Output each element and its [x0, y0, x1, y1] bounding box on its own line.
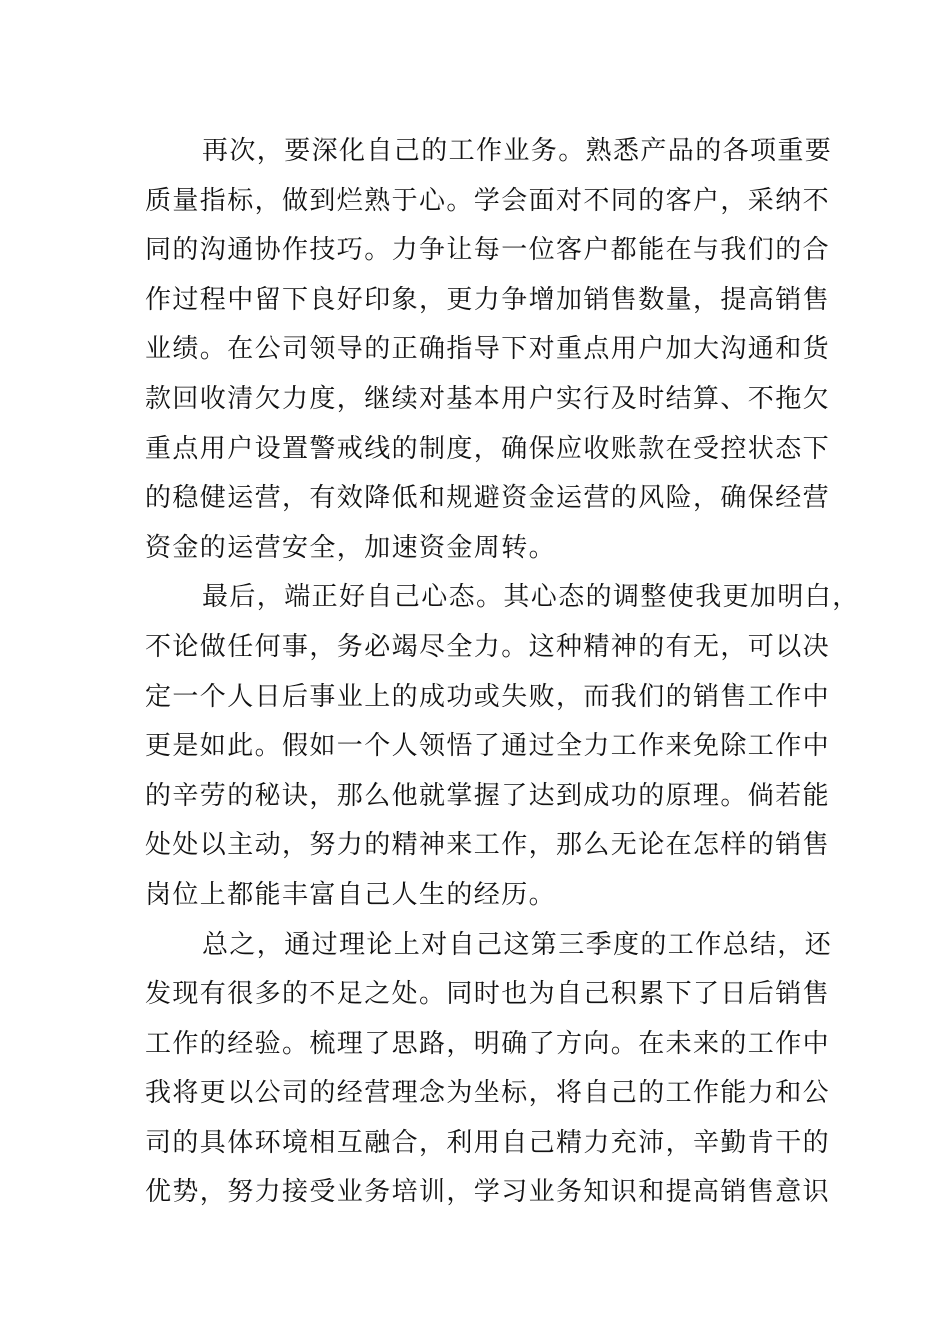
text-line: 资金的运营安全，加速资金周转。 — [145, 532, 557, 563]
text-line: 同的沟通协作技巧。力争让每一位客户都能在与我们的合 — [145, 235, 831, 266]
text-line: 处处以主动，努力的精神来工作，那么无论在怎样的销售 — [145, 830, 831, 861]
text-line: 的辛劳的秘诀，那么他就掌握了达到成功的原理。倘若能 — [145, 780, 831, 811]
text-line: 定一个人日后事业上的成功或失败，而我们的销售工作中 — [145, 681, 831, 712]
text-line: 重点用户设置警戒线的制度，确保应收账款在受控状态下 — [145, 433, 831, 464]
paragraph-deepen-work — [145, 127, 833, 573]
text-line: 作过程中留下良好印象，更力争增加销售数量，提高销售 — [145, 284, 831, 315]
text-line: 再次，要深化自己的工作业务。熟悉产品的各项重要 — [202, 136, 833, 166]
text-line: 岗位上都能丰富自己人生的经历。 — [145, 879, 557, 910]
text-line: 款回收清欠力度，继续对基本用户实行及时结算、不拖欠 — [145, 383, 831, 414]
text-line: 优势，努力接受业务培训，学习业务知识和提高销售意识 — [145, 1177, 831, 1208]
document-body — [145, 127, 860, 1218]
text-line: 业绩。在公司领导的正确指导下对重点用户加大沟通和货 — [145, 334, 831, 365]
text-line: 更是如此。假如一个人领悟了通过全力工作来免除工作中 — [145, 731, 831, 762]
text-line: 工作的经验。梳理了思路，明确了方向。在未来的工作中 — [145, 1028, 831, 1059]
text-line: 总之，通过理论上对自己这第三季度的工作总结，还 — [202, 929, 833, 960]
text-line: 最后，端正好自己心态。其心态的调整使我更加明白， — [202, 582, 860, 613]
text-line: 质量指标，做到烂熟于心。学会面对不同的客户，采纳不 — [145, 185, 831, 216]
paragraph-conclusion — [145, 921, 833, 1219]
text-line: 的稳健运营，有效降低和规避资金运营的风险，确保经营 — [145, 483, 831, 514]
paragraph-attitude — [145, 573, 860, 920]
text-line: 司的具体环境相互融合，利用自己精力充沛，辛勤肯干的 — [145, 1127, 831, 1158]
text-line: 发现有很多的不足之处。同时也为自己积累下了日后销售 — [145, 979, 831, 1010]
text-line: 我将更以公司的经营理念为坐标，将自己的工作能力和公 — [145, 1078, 831, 1109]
text-line: 不论做任何事，务必竭尽全力。这种精神的有无，可以决 — [145, 631, 831, 662]
